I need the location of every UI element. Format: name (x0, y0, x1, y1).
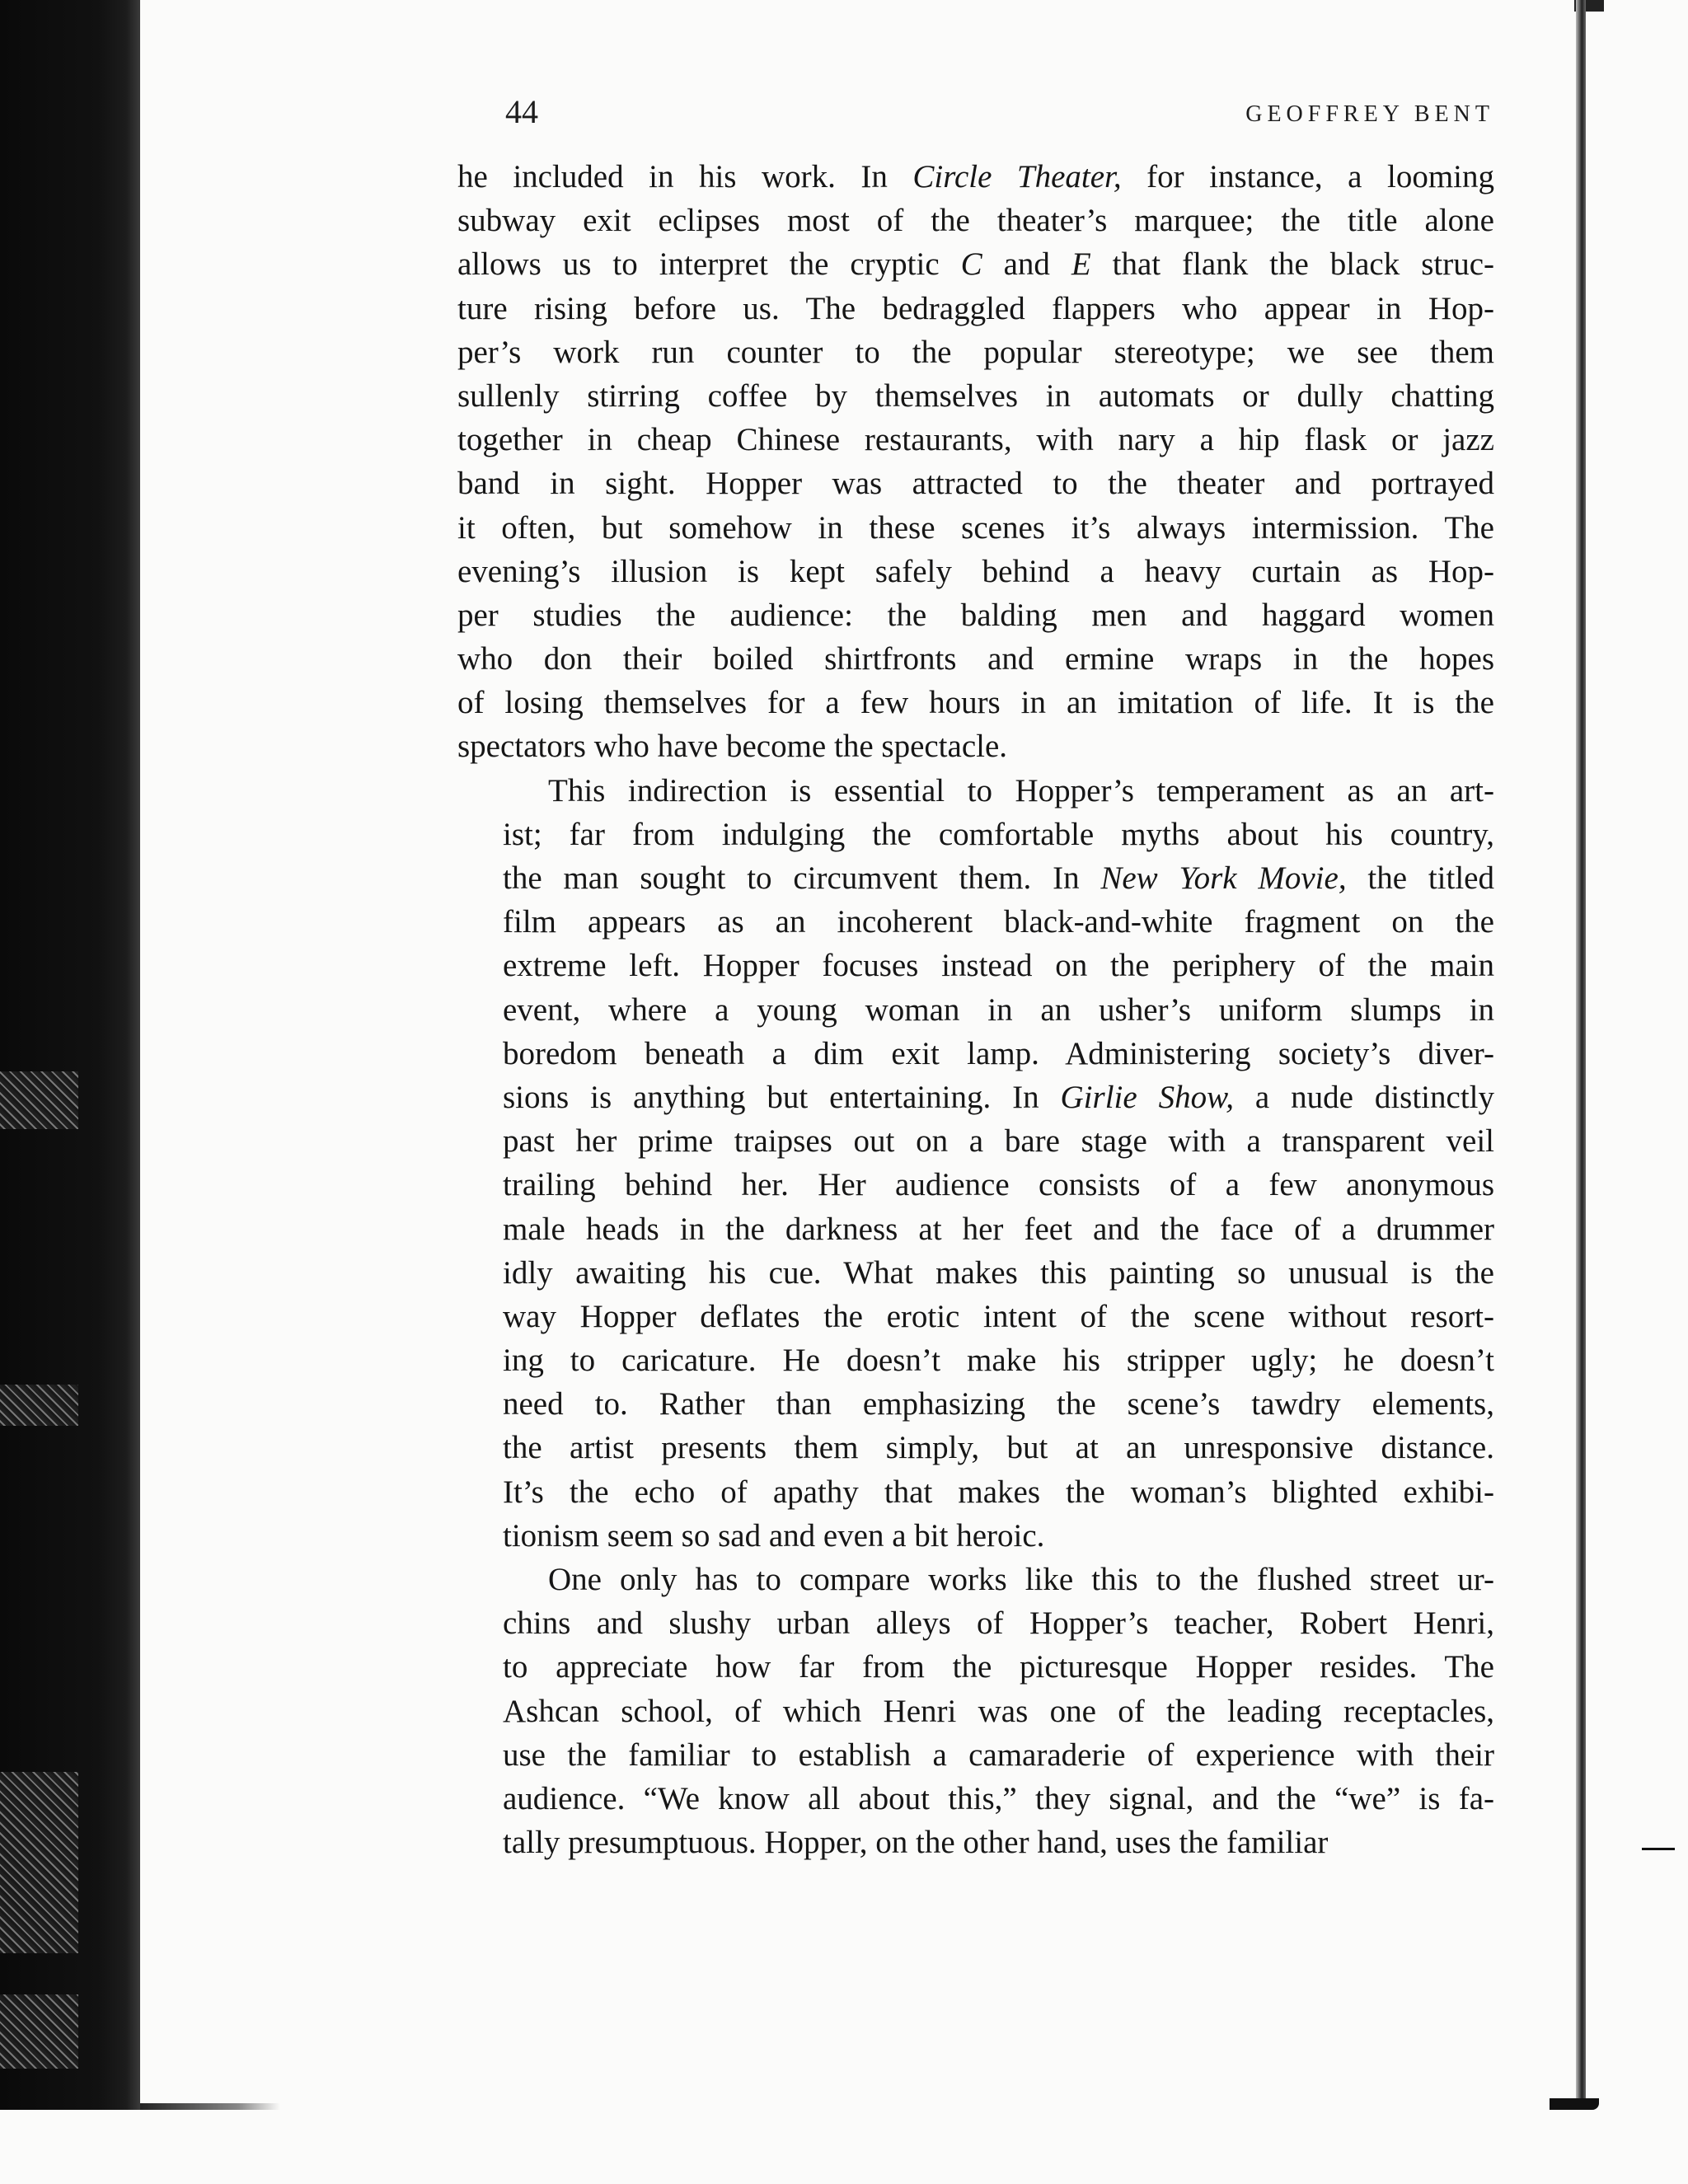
scan-edge-bottom (140, 2103, 280, 2110)
italic-title: C (960, 246, 982, 283)
text-line (457, 593, 1494, 637)
text-segment: male heads in the darkness at her feet and the face of a drummer (503, 1211, 1494, 1247)
text-segment: band in sight. Hopper was attracted to the theater and portrayed (457, 466, 1494, 502)
text-line (457, 769, 1494, 813)
text-segment: ture rising before us. The bedraggled flappers who appear in Hop- (457, 290, 1494, 326)
text-segment: Ashcan school, of which Henri was one of the leading receptacles, (503, 1693, 1494, 1729)
text-segment: trailing behind her. Her audience consists of a few anonymous (503, 1167, 1494, 1203)
italic-title: E (1071, 246, 1091, 283)
scan-noise (0, 1071, 78, 1129)
text-line (457, 900, 1494, 944)
text-segment: that flank the black struc- (1090, 246, 1494, 283)
text-line (457, 1076, 1494, 1119)
text-line (457, 944, 1494, 987)
text-segment: extreme left. Hopper focuses instead on the periphery of the main (503, 948, 1494, 984)
text-line (457, 418, 1494, 462)
text-segment: the artist presents them simply, but at an unresponsive distance. (503, 1430, 1494, 1466)
text-segment: ing to caricature. He doesn’t make his stripper ugly; he doesn’t (503, 1343, 1494, 1379)
text-segment: past her prime traipses out on a bare stage with a transparent veil (503, 1123, 1494, 1160)
text-segment: ist; far from indulging the comfortable myths about his country, (503, 816, 1494, 852)
text-line (457, 1251, 1494, 1295)
scan-edge-right-foot (1550, 2098, 1599, 2110)
text-segment: This indirection is essential to Hopper’s temperament as an art- (548, 772, 1494, 808)
text-segment: a nude distinctly (1233, 1079, 1495, 1115)
text-line (457, 506, 1494, 550)
text-line (457, 242, 1494, 286)
text-line (457, 1601, 1494, 1645)
text-segment: tionism seem so sad and even a bit heroic. (503, 1517, 1045, 1554)
text-segment: need to. Rather than emphasizing the scene’s tawdry elements, (503, 1386, 1494, 1422)
text-line (457, 462, 1494, 505)
page-number: 44 (505, 93, 538, 130)
text-segment: and (982, 246, 1071, 283)
text-segment: together in cheap Chinese restaurants, with nary a hip flask or jazz (457, 422, 1494, 458)
text-line (457, 1690, 1494, 1733)
text-segment: sions is anything but entertaining. In (503, 1079, 1061, 1115)
text-line (457, 1733, 1494, 1777)
text-segment: One only has to compare works like this to the flushed street ur- (548, 1562, 1494, 1597)
paragraph (457, 1558, 1494, 1864)
text-line (457, 374, 1494, 418)
text-line (457, 1032, 1494, 1076)
text-segment: film appears as an incoherent black-and-white fragment on the (503, 904, 1494, 940)
text-line (457, 1514, 1494, 1558)
text-line (457, 1558, 1494, 1601)
text-line (457, 1119, 1494, 1163)
running-head: GEOFFREY BENT (1245, 101, 1494, 127)
paragraph (457, 155, 1494, 769)
text-segment: for instance, a looming (1121, 159, 1494, 194)
text-segment: per’s work run counter to the popular stereotype; we see them (457, 334, 1494, 370)
text-line (457, 1382, 1494, 1426)
italic-title: New York Movie, (1100, 860, 1347, 896)
italic-title: Girlie Show, (1060, 1079, 1234, 1115)
text-segment: chins and slushy urban alleys of Hopper’s teacher, Robert Henri, (503, 1605, 1494, 1642)
text-segment: of losing themselves for a few hours in an imitation of life. It is the (457, 685, 1494, 721)
body-text (457, 155, 1494, 1864)
scan-mark (1642, 1848, 1675, 1850)
text-segment: it often, but somehow in these scenes it’s always intermission. The (457, 509, 1494, 546)
italic-title: Circle Theater, (912, 159, 1122, 194)
scan-noise (0, 1385, 78, 1426)
text-segment: evening’s illusion is kept safely behind a heavy curtain as Hop- (457, 553, 1494, 589)
text-line (457, 199, 1494, 242)
text-line (457, 1470, 1494, 1514)
text-line (457, 856, 1494, 900)
text-segment: subway exit eclipses most of the theater’s marquee; the title alone (457, 203, 1494, 239)
text-segment: use the familiar to establish a camaraderie of experience with their (503, 1736, 1494, 1773)
text-line (457, 1777, 1494, 1821)
text-line (457, 550, 1494, 593)
text-segment: idly awaiting his cue. What makes this painting so unusual is the (503, 1254, 1494, 1291)
text-segment: tally presumptuous. Hopper, on the other hand, uses the familiar (503, 1825, 1329, 1861)
page-header (457, 89, 1494, 138)
text-line (457, 637, 1494, 681)
text-line (457, 1821, 1494, 1864)
text-segment: sullenly stirring coffee by themselves in automats or dully chatting (457, 377, 1494, 414)
text-line (457, 1163, 1494, 1207)
text-segment: audience. “We know all about this,” they signal, and the “we” is fa- (503, 1780, 1494, 1816)
text-line (457, 1426, 1494, 1469)
text-line (457, 813, 1494, 856)
text-line (457, 724, 1494, 768)
scan-noise (0, 1994, 78, 2069)
text-segment: allows us to interpret the cryptic (457, 246, 961, 283)
text-line (457, 1645, 1494, 1689)
text-segment: It’s the echo of apathy that makes the woman’s blighted exhibi- (503, 1474, 1494, 1510)
text-line (457, 1295, 1494, 1338)
scan-edge-right (1576, 0, 1586, 2110)
text-line (457, 287, 1494, 330)
text-segment: per studies the audience: the balding men and haggard women (457, 597, 1494, 633)
text-segment: the man sought to circumvent them. In (503, 860, 1101, 896)
text-line (457, 1207, 1494, 1251)
text-line (457, 155, 1494, 199)
paragraph (457, 769, 1494, 1558)
text-segment: event, where a young woman in an usher’s uniform slumps in (503, 991, 1494, 1028)
text-line (457, 681, 1494, 724)
text-line (457, 1338, 1494, 1382)
text-segment: boredom beneath a dim exit lamp. Administering society’s diver- (503, 1035, 1494, 1071)
text-segment: spectators who have become the spectacle. (457, 729, 1008, 765)
text-line (457, 330, 1494, 374)
text-segment: way Hopper deflates the erotic intent of the scene without resort- (503, 1298, 1494, 1334)
text-segment: who don their boiled shirtfronts and ermine wraps in the hopes (457, 641, 1494, 677)
text-line (457, 988, 1494, 1032)
text-segment: he included in his work. In (457, 159, 913, 194)
text-segment: the titled (1346, 860, 1494, 896)
scan-noise (0, 1772, 78, 1953)
text-segment: to appreciate how far from the picturesque Hopper resides. The (503, 1649, 1494, 1685)
